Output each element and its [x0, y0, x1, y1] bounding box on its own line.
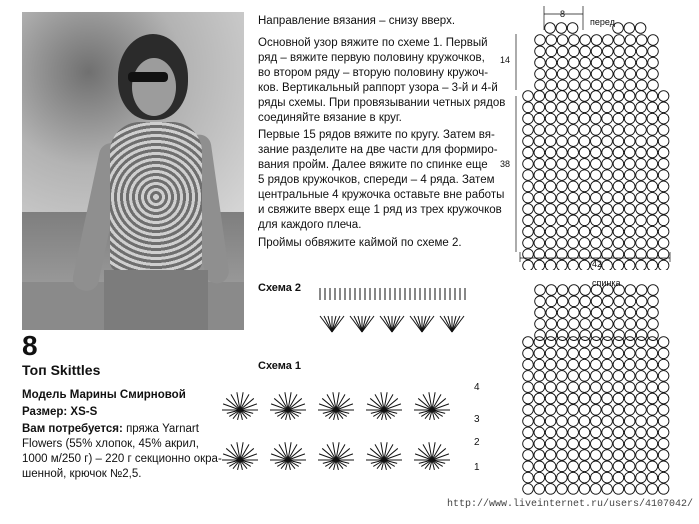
paragraph-1	[258, 36, 505, 126]
p1-line: Основной узор вяжите по схеме 1. Первый	[258, 37, 488, 49]
dim-14: 14	[500, 55, 511, 65]
scheme2-diagram	[316, 282, 476, 342]
back-label: спинка	[592, 278, 621, 288]
article-number: 8	[22, 330, 38, 361]
scheme1-diagram	[218, 378, 488, 480]
materials	[22, 422, 222, 482]
row-number-3: 3	[474, 414, 480, 425]
p2-line: 5 рядов кружочков, спереди – 4 ряда. Затем	[258, 174, 495, 186]
row-number-2: 2	[474, 437, 480, 448]
p2-line: Первые 15 рядов вяжите по кругу. Затем вя-	[258, 129, 495, 141]
model-line: Модель Марины Смирновой	[22, 389, 186, 401]
paragraph-2	[258, 128, 504, 233]
front-label: перед	[590, 17, 615, 27]
back-pattern	[518, 282, 678, 504]
model-photo	[22, 12, 244, 330]
materials-line-1: пряжа Yarnart	[126, 423, 199, 435]
p2-line: и свяжите вверх еще 1 ряд из трех кружочков	[258, 204, 502, 216]
materials-line-4: шенной, крючок №2,5.	[22, 468, 142, 480]
dim-8: 8	[560, 9, 566, 19]
materials-line-3: 1000 м/250 г) – 220 г секционно окра-	[22, 453, 222, 465]
direction-text: Направление вязания – снизу вверх.	[258, 15, 456, 27]
p2-line: зание разделите на две части для формиро-	[258, 144, 498, 156]
scheme2-label: Схема 2	[258, 282, 302, 294]
p2-line: вания пройм. Далее вяжите по спинке еще	[258, 159, 488, 171]
materials-label: Вам потребуется:	[22, 423, 123, 435]
p1-line: соединяйте вязание в круг.	[258, 112, 402, 124]
paragraph-3: Проймы обвяжите каймой по схеме 2.	[258, 237, 462, 249]
scheme1-label: Схема 1	[258, 360, 302, 372]
dim-42: 42	[592, 259, 603, 269]
row-number-1: 1	[474, 462, 480, 473]
p1-line: ряды схемы. При провязывании четных рядов	[258, 97, 506, 109]
p1-line: ряд – вяжите первую половину кружочков,	[258, 52, 485, 64]
p2-line: центральные 4 кружочка оставьте вне работы	[258, 189, 505, 201]
materials-line-2: Flowers (55% хлопок, 45% акрил,	[22, 438, 199, 450]
size-line: Размер: XS-S	[22, 406, 98, 418]
p2-line: для каждого плеча.	[258, 219, 362, 231]
watermark: http://www.liveinternet.ru/users/4107042/	[446, 499, 693, 510]
row-number-4: 4	[474, 382, 480, 393]
article-title: Топ Skittles	[22, 362, 101, 378]
p1-line: ков. Вертикальный раппорт узора – 3-й и 4-й	[258, 82, 498, 94]
p1-line: во втором ряду – вторую половину кружоч-	[258, 67, 489, 79]
dim-38: 38	[500, 159, 511, 169]
front-pattern	[500, 0, 699, 270]
